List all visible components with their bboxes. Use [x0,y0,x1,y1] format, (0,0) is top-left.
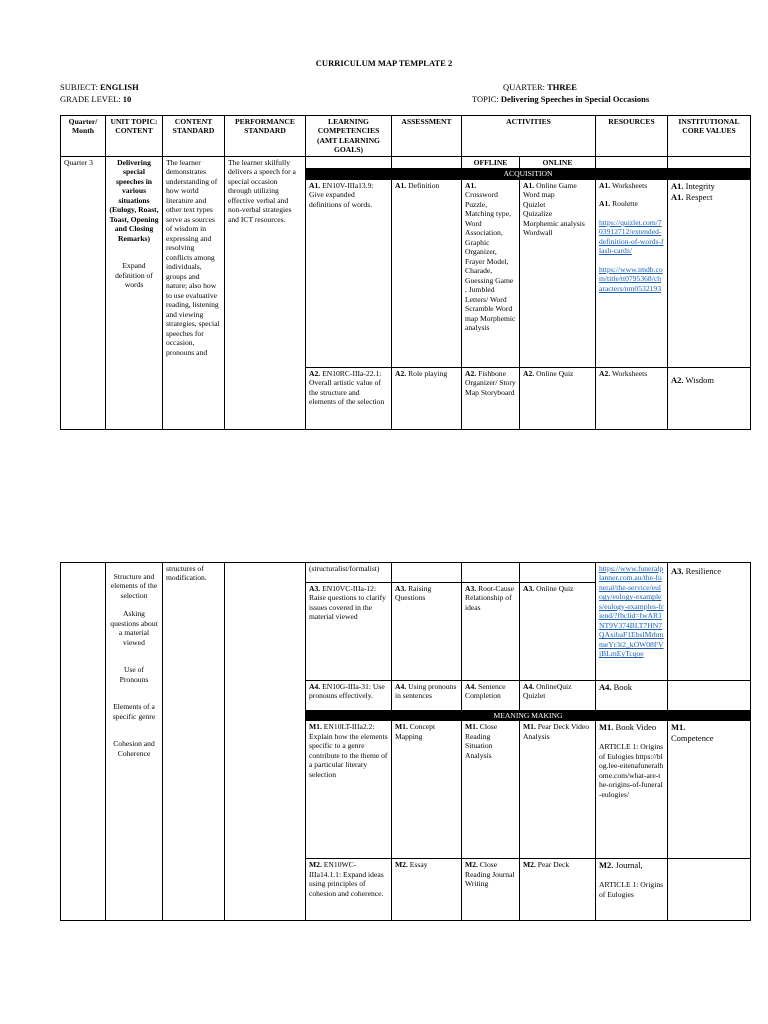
a1-online: A1. Online Game Word map Quizlet Quizalize Morphemic analysis Wordwall [520,179,596,367]
a1-competency: A1. EN10V-IIIa13.9: Give expanded definitions of words. [306,179,392,367]
m2-offline: M2. Close Reading Journal Writing [462,859,520,921]
m2-resources: M2. Journal, ARTICLE 1: Origins of Eulogies [596,859,668,921]
col-core-values: INSTITUTIONAL CORE VALUES [668,116,751,157]
quarter-value: THREE [547,82,577,92]
a1-offline: A1. Crossword Puzzle, Matching type, Word Association, Graphic Organizer, Frayer Model, Charade, Guessing Game , Jumbled Letters/ Word Scramble Word map Morphemic analysis [462,179,520,367]
a1-core-values: A1. Integrity A1. Respect [668,179,751,367]
quarter-line [503,82,577,92]
subject-label: SUBJECT: [60,82,98,92]
col-performance-standard: PERFORMANCE STANDARD [225,116,306,157]
competency-cont: (structuralist/formalist) [306,563,392,583]
content-standard-cell: The learner demonstrates understanding of how world literature and other text types serve as sources of wisdom in expressing and resolving conflicts among individuals, groups and nature; also how to use evaluative reading, listening and viewing strategies, special speeches for occasion, pronouns and [163,156,225,429]
a3-competency: A3. EN10VC-IIIa-12: Raise questions to clarify issues covered in the material viewed [306,583,392,681]
curriculum-table-part1 [60,115,751,430]
acquisition-bar: ACQUISITION [306,169,751,179]
quarter-label: QUARTER: [503,82,545,92]
a1-resources: A1. Worksheets A1. Roulette https://quizlet.com/703912712/extended-definition-of-words-flash-cards/ https://www.imdb.com/title/tt0795368/characters/nm0532193 [596,179,668,367]
a3-offline: A3. Root-Cause Relationship of ideas [462,583,520,681]
grade-line [60,94,131,104]
a2-online: A2. Online Quiz [520,367,596,429]
m2-assessment: M2. Essay [392,859,462,921]
content-standard-cont: structures of modification. [163,563,225,921]
unit-topic-cell-cont [106,563,163,921]
a3-online: A3. Online Quiz [520,583,596,681]
curriculum-table-part2 [60,562,751,921]
grade-label: GRADE LEVEL: [60,94,121,104]
unit-item-structure: Structure and elements of the selection [110,572,158,600]
a3-resources [596,563,668,681]
unit-topic-text: Delivering special speeches in various situations (Eulogy, Roast, Toast, Opening and Closing Remarks) [109,157,159,243]
subject-line [60,82,139,92]
quarter-cell: Quarter 3 [61,156,106,429]
m1-article: ARTICLE 1: Origins of Eulogies https://blog.lee-eitenafuneralhome.com/what-are-the-origins-of-funeral-eulogies/ [599,742,664,799]
a1-assessment: A1. Definition [392,179,462,367]
col-activities: ACTIVITIES [462,116,596,157]
topic-line [472,94,649,104]
m1-offline: M1. Close Reading Situation Analysis [462,721,520,859]
topic-label: TOPIC: [472,94,499,104]
document-title: CURRICULUM MAP TEMPLATE 2 [315,58,453,68]
m1-resources: M1. Book Video ARTICLE 1: Origins of Eulogies https://blog.lee-eitenafuneralhome.com/what-are-the-origins-of-funeral-eulogies/ [596,721,668,859]
funeral-planner-link[interactable]: https://www.funeralplanner.com.au/the-funeral/the-service/eulogy/eulogy-examples/eulogy-examples-friend/?fbclid=IwAR1NT9V374BLT7HN7QAxibaF1EbslMrhmmeYr3t2_kOW08FVjBLmEyTcqoe [599,564,664,659]
col-unit-topic: UNIT TOPIC: CONTENT [106,116,163,157]
col-quarter: Quarter/ Month [61,116,106,157]
m2-online: M2. Pear Deck [520,859,596,921]
a4-online: A4. OnlineQuiz Quizlet [520,681,596,711]
unit-subtopic-text: Expand definition of words [115,261,153,290]
m1-assessment: M1. Concept Mapping [392,721,462,859]
grade-value: 10 [122,94,132,104]
performance-standard-cont [225,563,306,921]
a2-resources: A2. Worksheets [596,367,668,429]
a4-resources: A4. Book [596,681,668,711]
a4-assessment: A4. Using pronouns in sentences [392,681,462,711]
m1-competency: M1. EN10LT-IIIa2.2: Explain how the elements specific to a genre contribute to the theme of a particular literary selection [306,721,392,859]
unit-item-cohesion: Cohesion and Coherence [113,739,155,758]
col-assessment: ASSESSMENT [392,116,462,157]
quarter-cell-cont [61,563,106,921]
col-content-standard: CONTENT STANDARD [163,116,225,157]
a2-competency: A2. EN10RC-IIIa-22.1: Overall artistic value of the structure and elements of the selection [306,367,392,429]
offline-subheader: OFFLINE [462,156,520,168]
unit-item-pronouns: Use of Pronouns [119,665,149,684]
a3-assessment: A3. Raising Questions [392,583,462,681]
meaning-making-bar: MEANING MAKING [306,711,751,721]
performance-standard-cell: The learner skilfully delivers a speech for a special occasion through utilizing effective verbal and non-verbal strategies and ICT resources. [225,156,306,429]
unit-topic-cell [106,156,163,429]
col-resources: RESOURCES [596,116,668,157]
subject-value: ENGLISH [99,82,139,92]
unit-item-genre: Elements of a specific genre [112,702,156,721]
a2-assessment: A2. Role playing [392,367,462,429]
a2-offline: A2. Fishbone Organizer/ Story Map Storyboard [462,367,520,429]
online-subheader: ONLINE [520,156,596,168]
a3-core-values: A3. Resilience [668,563,751,681]
m2-competency: M2. EN10WC-IIIa14.1.1: Expand ideas using principles of cohesion and coherence. [306,859,392,921]
a2-core-values: A2. Wisdom [668,367,751,429]
m1-core-values: M1. Competence [668,721,751,859]
quizlet-link[interactable]: https://quizlet.com/703912712/extended-definition-of-words-flash-cards/ [599,217,664,256]
a4-competency: A4. EN10G-IIIa-31: Use pronouns effectively. [306,681,392,711]
topic-value: Delivering Speeches in Special Occasions [500,94,650,104]
m2-article: ARTICLE 1: Origins of Eulogies [599,880,664,899]
a4-offline: A4. Sentence Completion [462,681,520,711]
unit-item-questions: Asking questions about a material viewed [110,609,158,647]
imdb-link[interactable]: https://www.imdb.com/title/tt0795368/characters/nm0532193 [599,264,663,293]
m1-online: M1. Pear Deck Video Analysis [520,721,596,859]
col-learning-competencies: LEARNING COMPETENCIES (AMT LEARNING GOALS) [306,116,392,157]
